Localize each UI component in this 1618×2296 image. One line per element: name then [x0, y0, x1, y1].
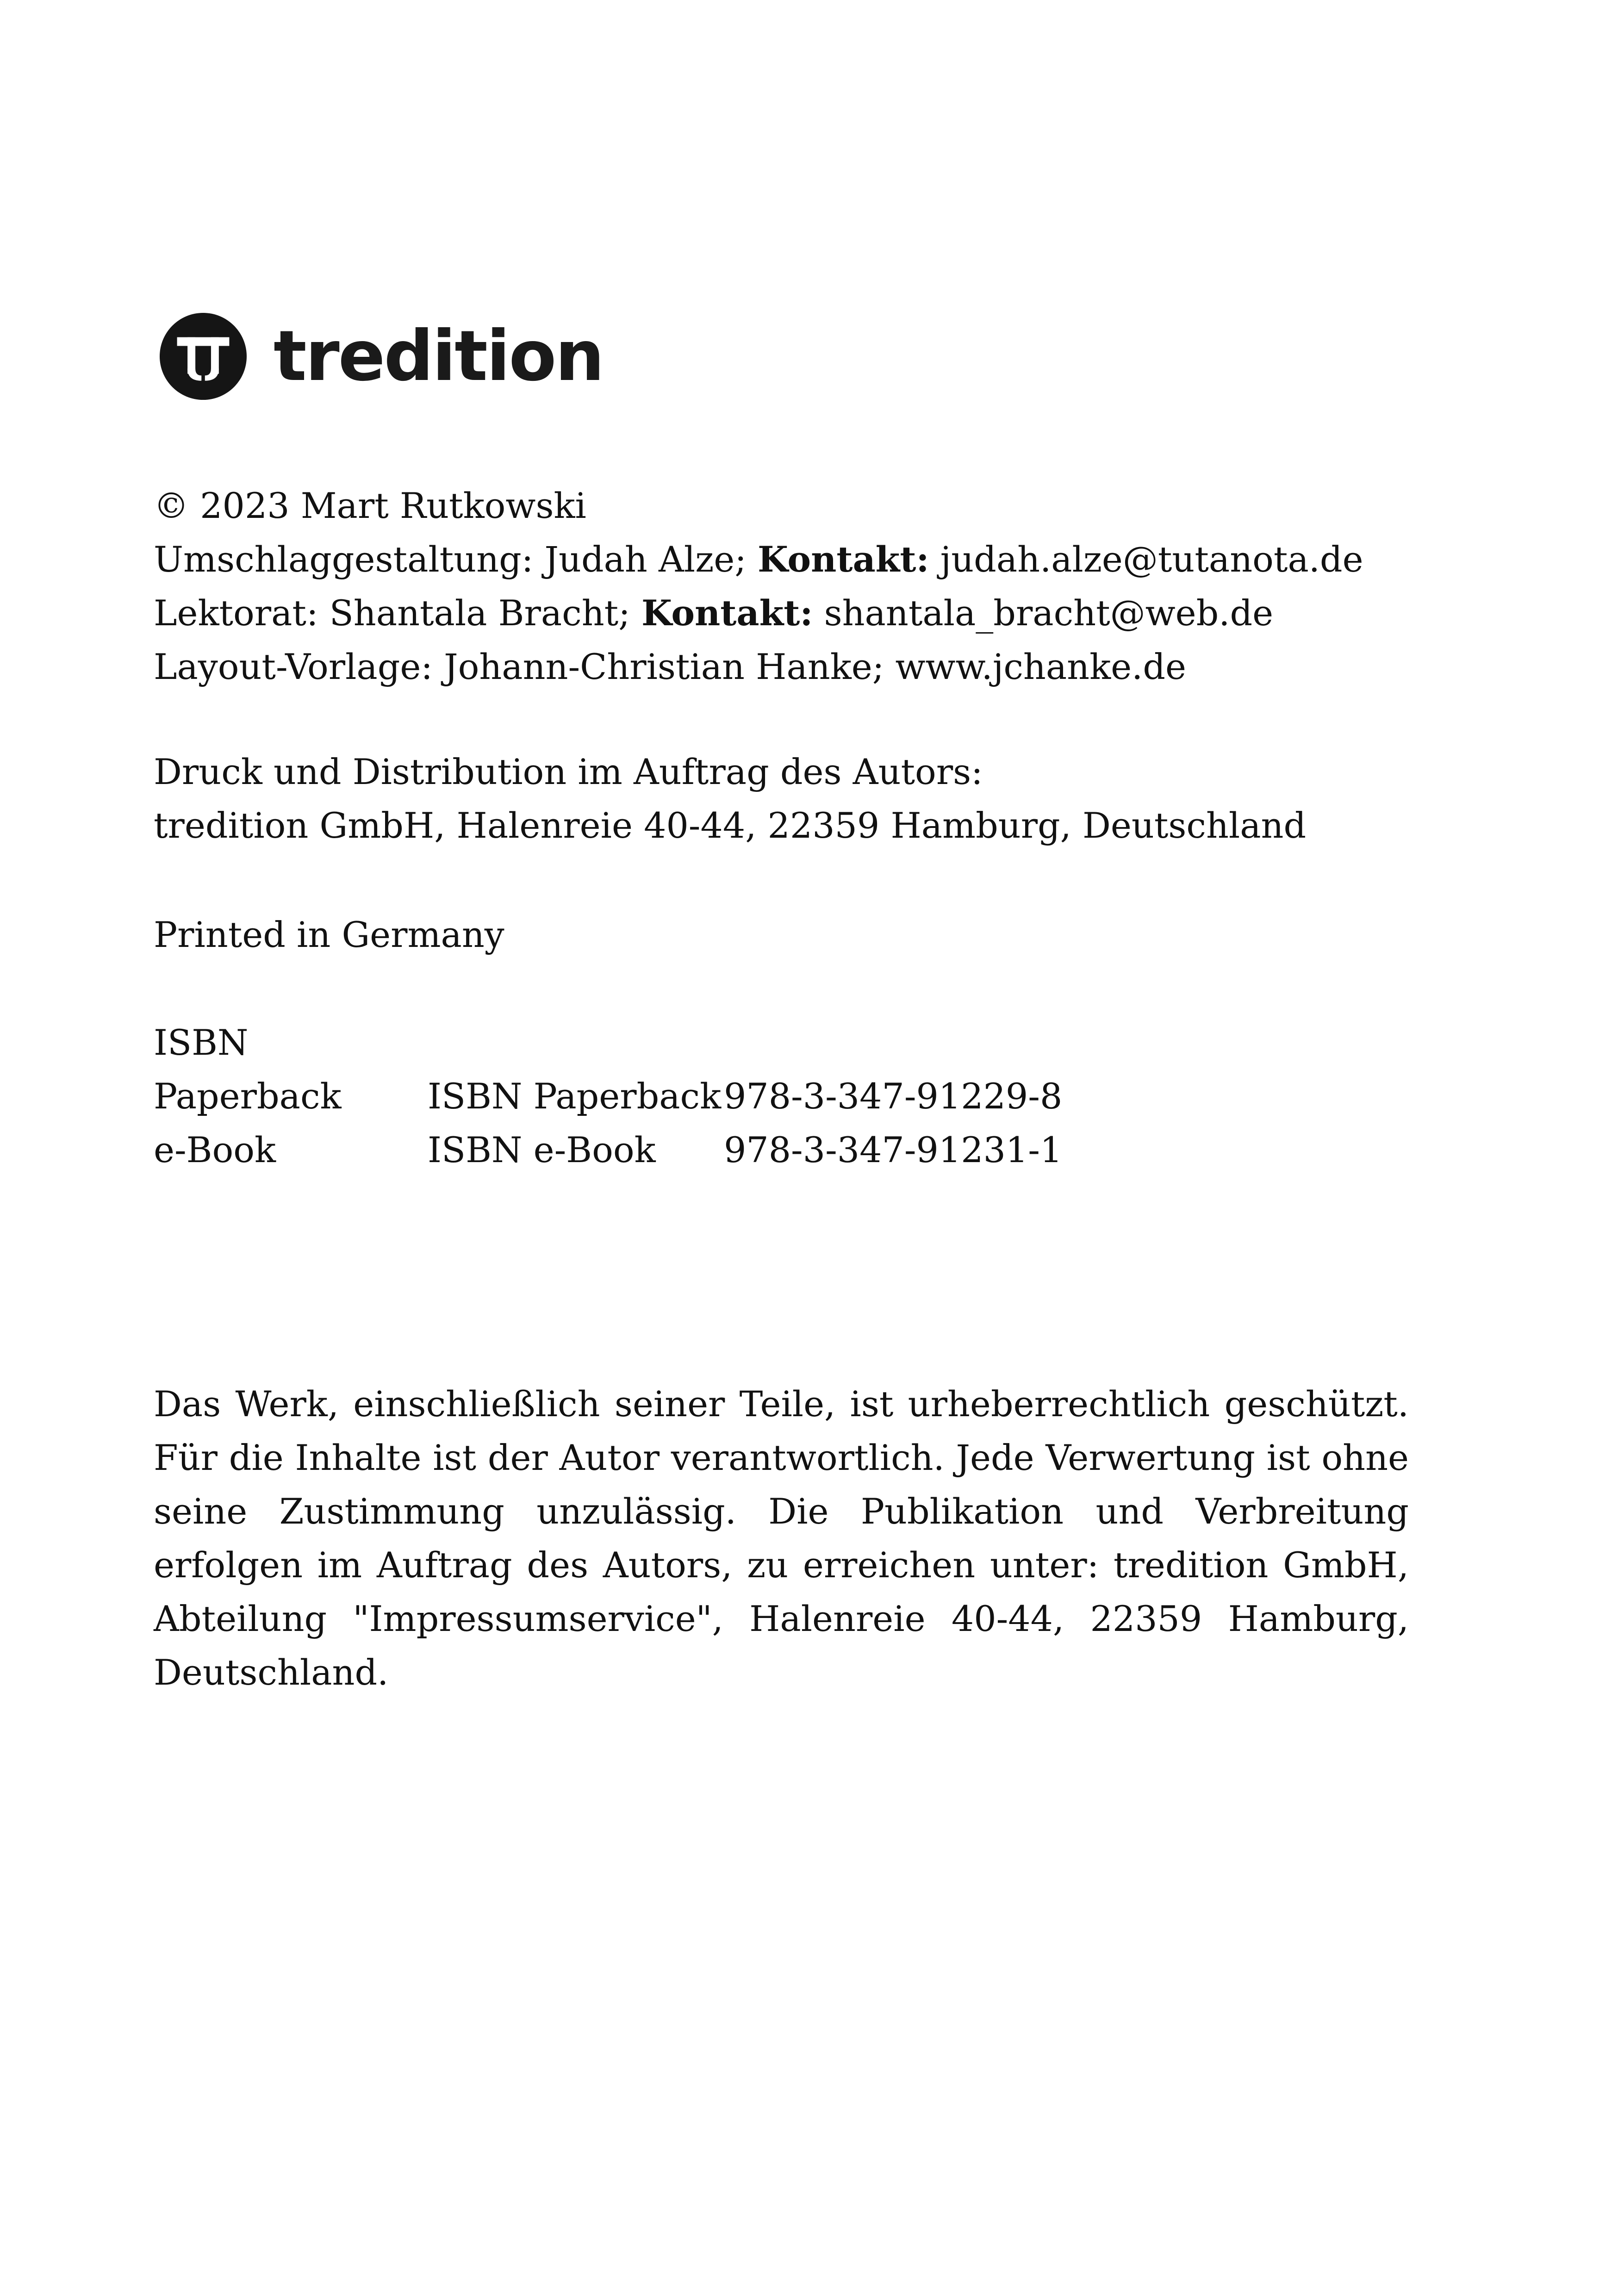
editing-line: [154, 586, 1363, 640]
tredition-logo-icon: [160, 313, 247, 400]
layout-template-line: Layout-Vorlage: Johann-Christian Hanke; www.jchanke.de: [154, 646, 1186, 687]
credits-block: [154, 479, 1363, 694]
isbn-row-paperback: [154, 1070, 1062, 1123]
printed-in-line: Printed in Germany: [154, 914, 504, 955]
editing-contact-email: shantala_bracht@web.de: [813, 592, 1274, 634]
isbn-number: 978-3-347-91231-1: [724, 1129, 1063, 1170]
publisher-logo: [160, 310, 603, 403]
logo-wordmark: tredition: [274, 316, 604, 397]
cover-contact-email: judah.alze@tutanota.de: [929, 539, 1363, 580]
printed-in-block: [154, 908, 504, 962]
isbn-format: e-Book: [154, 1129, 276, 1170]
isbn-label: ISBN Paperback: [428, 1076, 722, 1117]
cover-design-line: [154, 533, 1363, 586]
editing-label: Lektorat: Shantala Bracht;: [154, 592, 641, 634]
print-distribution-line-1: Druck und Distribution im Auftrag des Autors:: [154, 751, 983, 792]
print-distribution-line-2: tredition GmbH, Halenreie 40-44, 22359 Hamburg, Deutschland: [154, 805, 1307, 846]
cover-design-label: Umschlaggestaltung: Judah Alze;: [154, 539, 758, 580]
isbn-row-ebook: [154, 1123, 1062, 1177]
cover-contact-label: Kontakt:: [758, 539, 929, 580]
copyright-notice: Das Werk, einschließlich seiner Teile, ist urheberrechtlich geschützt. Für die Inhalte ist der Autor verantwortlich. Jede Verwertung ist ohne seine Zustimmung unzulässig. Die Publikation und Verbreitung erfolgen im Auftrag des Autors, zu erreichen unter: tredition GmbH, Abteilung "Impressumservice", Halenreie 40-44, 22359 Hamburg, Deutschland.: [154, 1383, 1409, 1693]
isbn-heading: ISBN: [154, 1022, 249, 1063]
copyright-line: © 2023 Mart Rutkowski: [154, 485, 586, 526]
print-distribution-block: [154, 745, 1306, 852]
isbn-block: [154, 1016, 1062, 1177]
isbn-number: 978-3-347-91229-8: [724, 1076, 1063, 1117]
isbn-label: ISBN e-Book: [428, 1129, 656, 1170]
isbn-format: Paperback: [154, 1076, 342, 1117]
editing-contact-label: Kontakt:: [641, 592, 813, 634]
